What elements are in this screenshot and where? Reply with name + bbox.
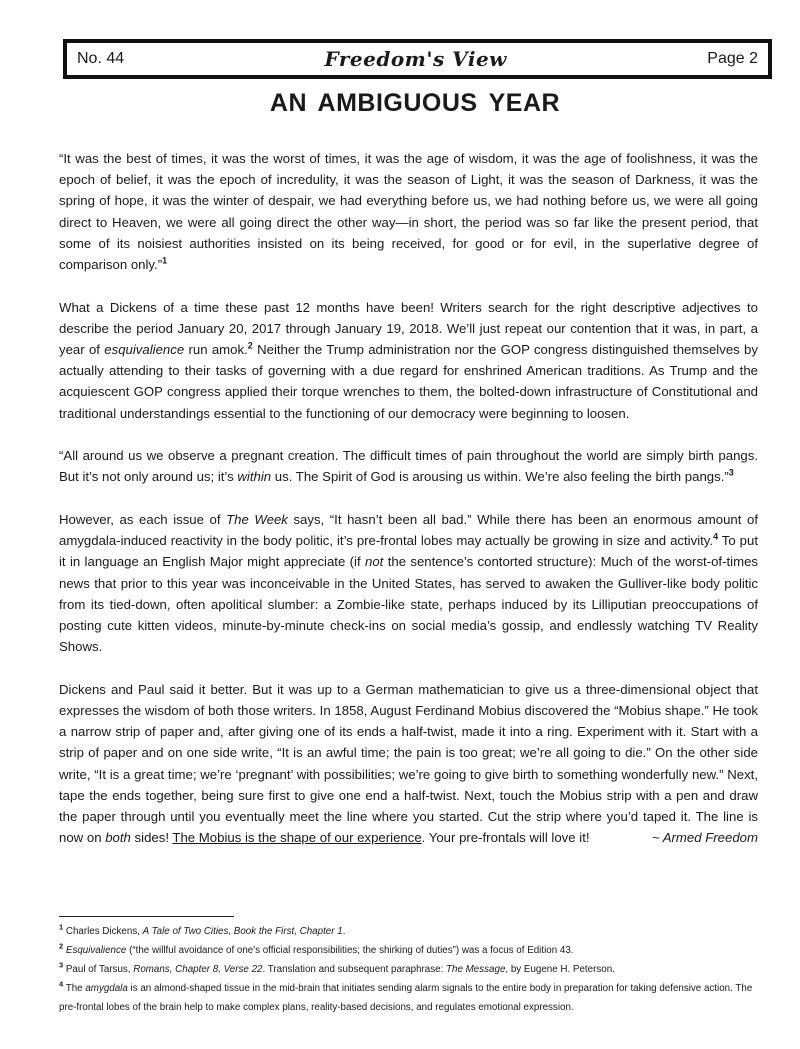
paragraph-intro: What a Dickens of a time these past 12 months have been! Writers search for the right descriptive adjectives to describe the period January 20, 2017 through January 19, 2018. We’ll just repeat our contention that it was, in part, a year of esquivalience run amok.$^2$ Neither the Trump administration nor the GOP congress distinguished themselves by actually attending to their tasks of governing with a due regard for enshrined American traditions. As Trump and the acquiescent GOP congress applied their torque wrenches to them, the bolted-down infrastructure of Constitutional and traditional understandings essential to the functioning of our democracy were beginning to loosen.	[59, 299, 758, 421]
footnote-ref: 1	[162, 255, 168, 266]
paragraph-mobius: Dickens and Paul said it better. But it was up to a German mathematician to give us a three-dimensional object that expresses the wisdom of both those writers. In 1858, August Ferdinand Mobius discovered the “Mobius shape.” He took a narrow strip of paper and, after giving one of its ends a half-twist, made it into a ring. Experiment with it. Start with a strip of paper and on one side write, “It is an awful time; the pain is too great; we’re all going to die.” On the other side write, “It is a great time; we’re ‘pregnant’ with possibilities; we’re going to give birth to something wonderfully new.” Next, tape the ends together, being sure first to give one end a half-twist. Next, touch the Mobius strip with a pen and draw the paper through until you eventually meet the line where you started. Cut the strip where you’d taped it. The line is now on both sides! The Mobius is the shape of our experience. Your pre-frontals will love it! ~ Armed Freedom	[59, 679, 758, 849]
page-number: Page 2	[707, 50, 758, 67]
footnote-4: $^4$ The amygdala is an almond-shaped tissue in the mid-brain that initiates sending alarm signals to the entire body in preparation for taking defensive action. The pre-frontal lobes of the brain help to make complex plans, reality-based decisions, and regulates emotional expression.	[59, 979, 753, 1013]
paragraph-the-week: However, as each issue of The Week says, “It hasn’t been all bad.” While there has been an enormous amount of amygdala-induced reactivity in the body politic, it’s pre-frontal lobes may actually be growing in size and activity.$^4$ To put it in language an English Major might appreciate (if not the sentence’s contorted structure): Much of the worst-of-times news that prior to this year was inconceivable in the United States, has served to awaken the Gulliver-like body politic from its tied-down, often apolitical slumber: a Zombie-like state, perhaps induced by its Lilliputian preoccupations of posting cute kitten videos, minute-by-minute check-ins on social media’s gossip, and endlessly watching TV Reality Shows.	[59, 512, 758, 655]
footnote-ref: 3	[728, 468, 734, 479]
footnote-1: $^1$ Charles Dickens, A Tale of Two Cities, Book the First, Chapter 1.	[59, 922, 346, 937]
underlined-statement: The Mobius is the shape of our experience	[172, 830, 422, 846]
article-body	[59, 148, 758, 870]
footnote-divider	[59, 916, 234, 917]
issue-number: No. 44	[77, 50, 125, 67]
article-title: AN AMBIGUOUS YEAR	[269, 89, 561, 117]
footnote-ref: 2	[247, 340, 253, 351]
signature: ~ Armed Freedom	[651, 830, 758, 846]
masthead	[63, 39, 772, 79]
footnotes	[59, 922, 762, 1017]
footnote-ref: 4	[713, 531, 719, 542]
footnote-2: $^2$ Esquivalience (“the willful avoidance of one's official responsibilities; the shirking of duties”) was a focus of Edition 43.	[59, 941, 574, 956]
footnote-3: $^3$ Paul of Tarsus, Romans, Chapter 8, Verse 22. Translation and subsequent paraphrase: The Message, by Eugene H. Peterson.	[59, 960, 615, 975]
paragraph-paul-quote: “All around us we observe a pregnant creation. The difficult times of pain throughout the world are simply birth pangs. But it’s not only around us; it’s within us. The Spirit of God is arousing us within. We’re also feeling the birth pangs.”$^3$	[59, 448, 758, 485]
newsletter-title: Freedom's View	[324, 47, 507, 71]
paragraph-dickens-quote: “It was the best of times, it was the worst of times, it was the age of wisdom, it was the age of foolishness, it was the epoch of belief, it was the epoch of incredulity, it was the season of Light, it was the season of Darkness, it was the spring of hope, it was the winter of despair, we had everything before us, we had nothing before us, we were all going direct to Heaven, we were all going direct the other way—in short, the period was so far like the present period, that some of its noisiest authorities insisted on its being received, for good or for evil, in the superlative degree of comparison only.”$^1$	[59, 151, 758, 273]
